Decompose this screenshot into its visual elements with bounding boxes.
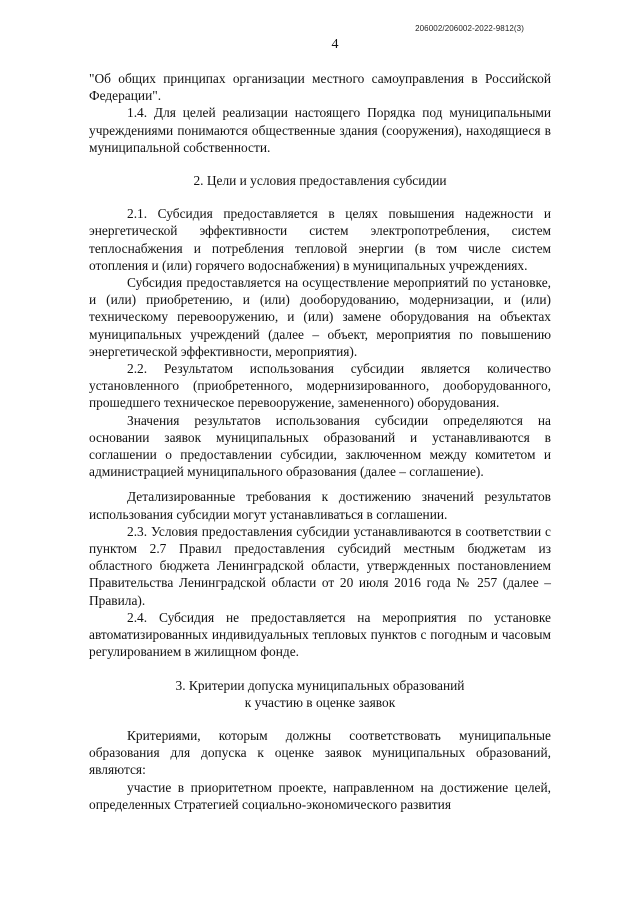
- document-body: [89, 70, 551, 813]
- paragraph-2-2-c: Детализированные требования к достижению значений результатов использования субсидии могут устанавливаться в соглашении.: [89, 489, 551, 522]
- paragraph-2-2: 2.2. Результатом использования субсидии является количество установленного (приобретенного, модернизированного, дооборудованного, прошедшего техническое перевооружение, замененного) оборудования.: [89, 361, 551, 411]
- section-3-title-line-2: к участию в оценке заявок: [244, 694, 396, 710]
- page-number: 4: [331, 37, 339, 52]
- document-id: 206002/206002-2022-9812(3): [415, 24, 524, 33]
- paragraph-intro: "Об общих принципах организации местного самоуправления в Российской Федерации".: [89, 71, 551, 104]
- section-3-title-line-1: 3. Критерии допуска муниципальных образований: [175, 677, 465, 693]
- paragraph-1-4: 1.4. Для целей реализации настоящего Порядка под муниципальными учреждениями понимаются общественные здания (сооружения), находящиеся в муниципальной собственности.: [89, 105, 551, 155]
- paragraph-2-4: 2.4. Субсидия не предоставляется на мероприятия по установке автоматизированных индивидуальных тепловых пунктов с погодным и часовым регулированием в жилищном фонде.: [89, 609, 551, 660]
- paragraph-2-3: 2.3. Условия предоставления субсидии устанавливаются в соответствии с пунктом 2.7 Правил предоставления субсидий местным бюджетам из областного бюджета Ленинградской области, утвержденных постановлением Правительства Ленинградской области от 20 июля 2016 года № 257 (далее – Правила).: [89, 523, 551, 608]
- paragraph-2-2-b: Значения результатов использования субсидии определяются на основании заявок муниципальных образований и устанавливаются в соглашении о предоставлении субсидии, заключенном между комитетом и администрацией муниципального образования (далее – соглашение).: [89, 412, 551, 480]
- paragraph-3-intro: Критериями, которым должны соответствовать муниципальные образования для допуска к оценке заявок муниципальных образований, являются:: [89, 727, 551, 778]
- paragraph-2-1: 2.1. Субсидия предоставляется в целях повышения надежности и энергетической эффективности систем электропотребления, систем теплоснабжения и потребления тепловой энергии (в том числе систем отопления и (или) горячего водоснабжения) в муниципальных учреждениях.: [89, 206, 551, 273]
- section-2-title: 2. Цели и условия предоставления субсидии: [193, 173, 447, 189]
- paragraph-2-1-b: Субсидия предоставляется на осуществление мероприятий по установке, и (или) приобретению, и (или) дооборудованию, модернизации, и (или) техническому перевооружению, и (или) замене оборудования на объектах муниципальных учреждений (далее – объект, мероприятия по повышению энергетической эффективности, мероприятия).: [89, 275, 551, 359]
- paragraph-3-a: участие в приоритетном проекте, направленном на достижение целей, определенных Стратегией социально-экономического развития: [89, 779, 551, 812]
